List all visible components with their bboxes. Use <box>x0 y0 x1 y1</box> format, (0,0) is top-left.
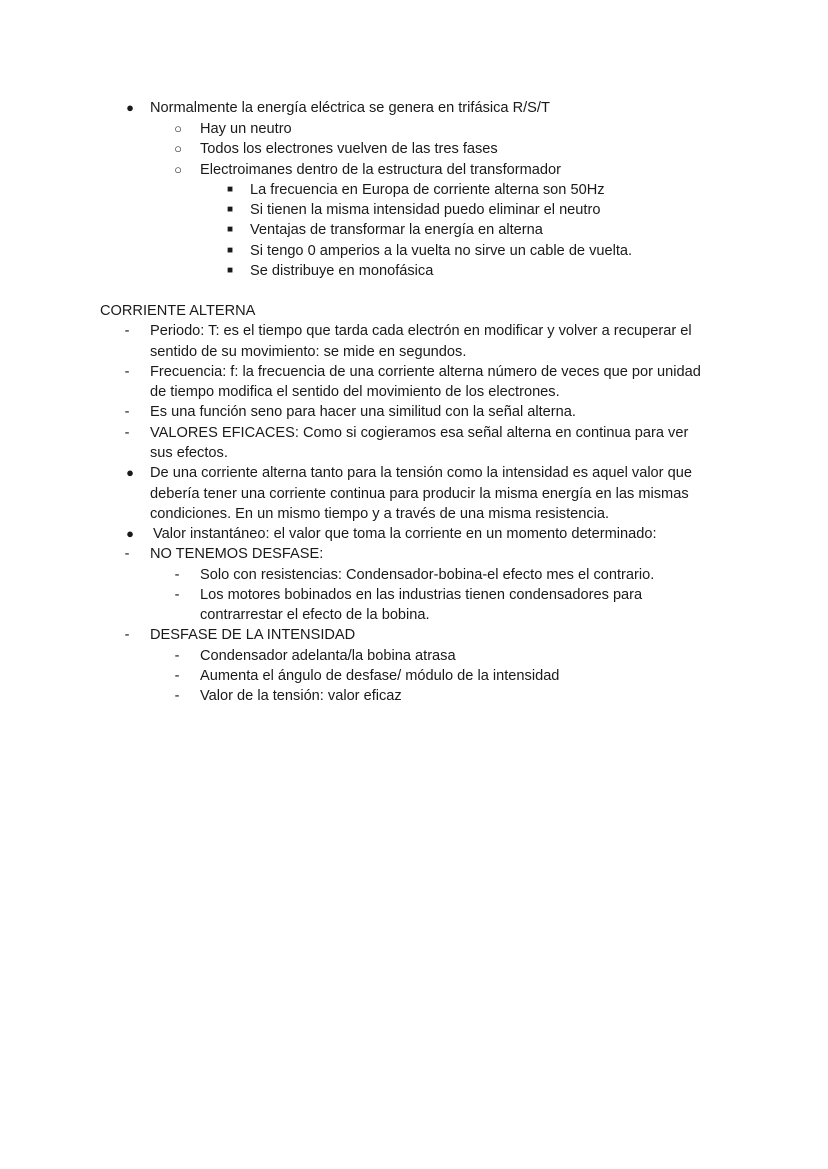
desfase-item: Valor de la tensión: valor eficaz <box>200 688 402 704</box>
funcion-seno-text: Es una función seno para hacer una similitud con la señal alterna. <box>150 404 576 420</box>
dash-bullet-icon: - <box>174 567 180 583</box>
no-desfase-item: Los motores bobinados en las industrias tienen condensadores para <box>200 587 643 603</box>
periodo-text: Periodo: T: es el tiempo que tarda cada electrón en modificar y volver a recuperar el <box>150 323 692 339</box>
bullet-text: Normalmente la energía eléctrica se genera en trifásica R/S/T <box>150 100 550 116</box>
square-bullet-icon: ■ <box>226 224 234 235</box>
periodo-text-cont: sentido de su movimiento: se mide en segundos. <box>150 344 467 360</box>
subsub-item-text: Si tengo 0 amperios a la vuelta no sirve un cable de vuelta. <box>250 243 633 259</box>
frecuencia-text: Frecuencia: f: la frecuencia de una corriente alterna número de veces que por unidad <box>150 364 701 380</box>
valores-eficaces-text-cont: sus efectos. <box>150 445 228 461</box>
circle-bullet-icon: ○ <box>174 121 182 136</box>
subsub-item-text: Se distribuye en monofásica <box>250 263 434 279</box>
dash-bullet-icon: - <box>124 364 130 380</box>
sub-item-text: Todos los electrones vuelven de las tres fases <box>200 141 498 157</box>
bullet-dot-icon: ● <box>126 100 134 115</box>
bullet-dot-icon: ● <box>126 526 134 541</box>
dash-bullet-icon: - <box>124 546 130 562</box>
dash-bullet-icon: - <box>174 688 180 704</box>
frecuencia-text-cont: de tiempo modifica el sentido del movimiento de los electrones. <box>150 384 560 400</box>
sub-item-text: Hay un neutro <box>200 121 292 137</box>
dash-bullet-icon: - <box>174 587 180 603</box>
square-bullet-icon: ■ <box>226 184 234 195</box>
square-bullet-icon: ■ <box>226 204 234 215</box>
section-heading: CORRIENTE ALTERNA <box>100 303 256 319</box>
valor-instantaneo-text: Valor instantáneo: el valor que toma la corriente en un momento determinado: <box>153 526 657 542</box>
no-desfase-item-cont: contrarrestar el efecto de la bobina. <box>200 607 430 623</box>
subsub-item-text: Ventajas de transformar la energía en alterna <box>250 222 543 238</box>
dash-bullet-icon: - <box>124 425 130 441</box>
desfase-item: Aumenta el ángulo de desfase/ módulo de la intensidad <box>200 668 560 684</box>
definicion-text-cont: condiciones. En un mismo tiempo y a través de una misma resistencia. <box>150 506 610 522</box>
dash-bullet-icon: - <box>124 404 130 420</box>
bullet-dot-icon: ● <box>126 465 134 480</box>
square-bullet-icon: ■ <box>226 245 234 256</box>
dash-bullet-icon: - <box>174 648 180 664</box>
subsub-item-text: Si tienen la misma intensidad puedo eliminar el neutro <box>250 202 601 218</box>
square-bullet-icon: ■ <box>226 265 234 276</box>
dash-bullet-icon: - <box>124 323 130 339</box>
desfase-title: DESFASE DE LA INTENSIDAD <box>150 627 356 643</box>
definicion-text-cont: debería tener una corriente continua para producir la misma energía en las mismas <box>150 486 689 502</box>
dash-bullet-icon: - <box>174 668 180 684</box>
definicion-text: De una corriente alterna tanto para la tensión como la intensidad es aquel valor que <box>150 465 692 481</box>
desfase-item: Condensador adelanta/la bobina atrasa <box>200 648 456 664</box>
no-desfase-title: NO TENEMOS DESFASE: <box>150 546 324 562</box>
no-desfase-item: Solo con resistencias: Condensador-bobina-el efecto mes el contrario. <box>200 567 655 583</box>
subsub-item-text: La frecuencia en Europa de corriente alterna son 50Hz <box>250 182 605 198</box>
valores-eficaces-text: VALORES EFICACES: Como si cogieramos esa señal alterna en continua para ver <box>150 425 689 441</box>
sub-item-text: Electroimanes dentro de la estructura del transformador <box>200 162 561 178</box>
circle-bullet-icon: ○ <box>174 141 182 156</box>
circle-bullet-icon: ○ <box>174 162 182 177</box>
dash-bullet-icon: - <box>124 627 130 643</box>
